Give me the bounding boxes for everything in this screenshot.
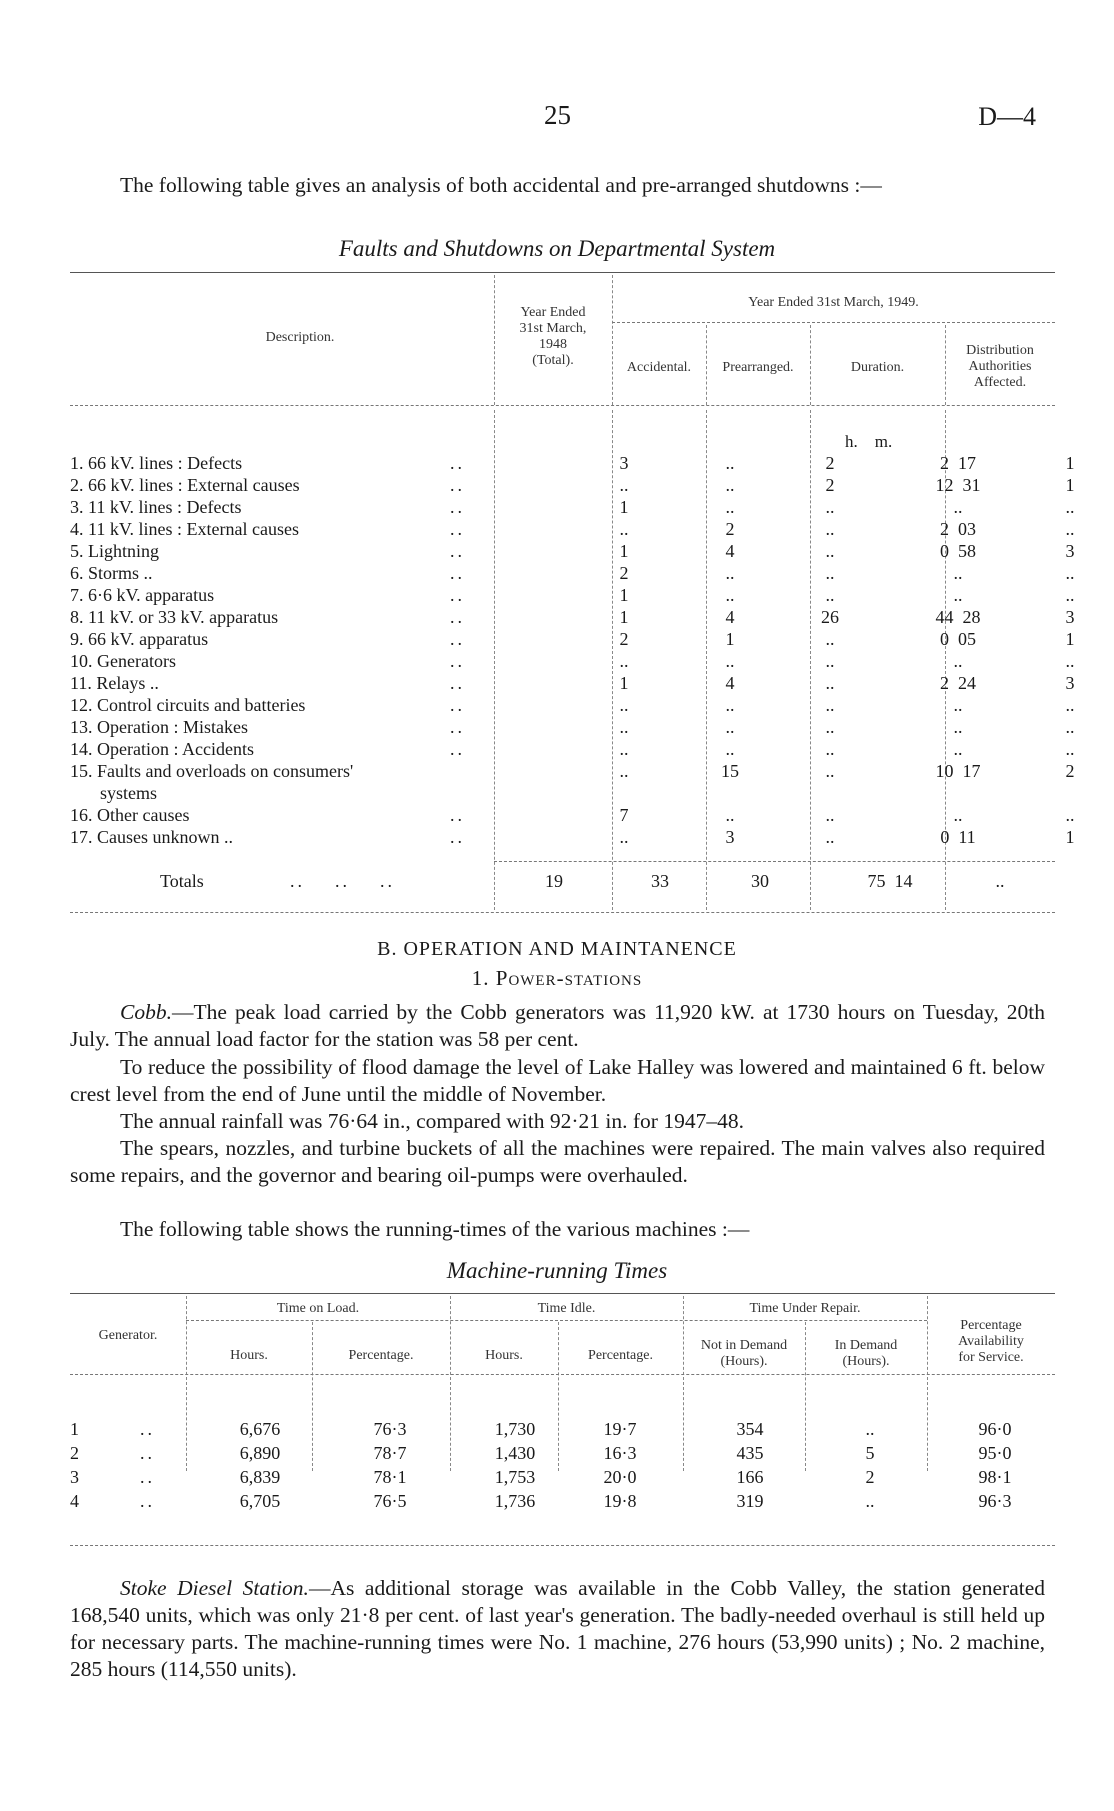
cell-distribution: 3 — [1065, 541, 1075, 561]
cell-availability: 96·3 — [978, 1491, 1012, 1511]
cell-distribution: 1 — [1065, 827, 1075, 847]
totals-label: Totals — [160, 871, 204, 891]
cell-duration: 0 58 — [940, 541, 976, 561]
cell-load-hours: 6,676 — [239, 1419, 281, 1439]
cell-accidental: .. — [725, 475, 735, 495]
cell-idle-hours: 1,753 — [494, 1467, 536, 1487]
cell-duration: .. — [953, 695, 963, 715]
document-code: D—4 — [978, 102, 1036, 131]
cell-idle-percentage: 16·3 — [603, 1443, 637, 1463]
header-idle-percentage: Percentage. — [588, 1348, 653, 1363]
row-description: 5. Lightning — [70, 541, 159, 561]
header-time-idle: Time Idle. — [537, 1301, 596, 1316]
cobb-paragraph-4: The spears, nozzles, and turbine buckets of all the machines were repaired. The main valves also required some repairs, and the governor and bearing oil-pumps were overhauled. — [70, 1136, 1045, 1187]
cell-distribution: .. — [1065, 695, 1075, 715]
cell-in-demand: 2 — [865, 1467, 875, 1487]
cell-generator: 1 — [70, 1419, 79, 1439]
cell-prearranged: .. — [825, 695, 835, 715]
cell-distribution: 3 — [1065, 673, 1075, 693]
row-description: 8. 11 kV. or 33 kV. apparatus — [70, 607, 279, 627]
cell-distribution: 1 — [1065, 453, 1075, 473]
cell-not-in-demand: 319 — [736, 1491, 764, 1511]
cell-idle-percentage: 19·7 — [603, 1419, 637, 1439]
cell-duration: 2 24 — [940, 673, 976, 693]
table-row: 14. Operation : Accidents .. .. .. .. .. .. — [70, 738, 1070, 760]
row-description: 11. Relays .. — [70, 673, 159, 693]
table-row: 1 6,676 76·3 1,730 19·7 354 .. 96·0 .. — [70, 1418, 1070, 1440]
cell-total-1948: 2 — [619, 629, 629, 649]
table-bottom-rule — [70, 1545, 1055, 1546]
table-row-continuation — [70, 782, 1070, 804]
cell-distribution: 2 — [1065, 761, 1075, 781]
row-description: 13. Operation : Mistakes — [70, 717, 248, 737]
header-description: Description. — [265, 330, 335, 345]
cell-idle-hours: 1,430 — [494, 1443, 536, 1463]
cell-prearranged: .. — [825, 585, 835, 605]
cell-load-hours: 6,839 — [239, 1467, 281, 1487]
cell-not-in-demand: 435 — [736, 1443, 764, 1463]
cell-total-1948: .. — [619, 761, 629, 781]
row-description: 17. Causes unknown .. — [70, 827, 233, 847]
cell-duration: 12 31 — [935, 475, 981, 495]
cell-prearranged: .. — [825, 739, 835, 759]
cell-total-1948: .. — [619, 717, 629, 737]
cell-distribution: .. — [1065, 805, 1075, 825]
cell-total-1948: .. — [619, 651, 629, 671]
cell-prearranged: .. — [825, 519, 835, 539]
header-idle-hours: Hours. — [485, 1348, 523, 1363]
cell-prearranged: .. — [825, 629, 835, 649]
table-row: 12. Control circuits and batteries .. .. .. .. .. .. — [70, 694, 1070, 716]
header-prearranged: Prearranged. — [722, 360, 794, 375]
cell-accidental: .. — [725, 739, 735, 759]
stoke-paragraph: Stoke Diesel Station.—As additional storage was available in the Cobb Valley, the station generated 168,540 units, which was only 21·8 per cent. of last year's generation. The badly-needed overhaul is still held up for necessary parts. The machine-running times were No. 1 machine, 276 hours (53,990 units) ; No. 2 machine, 285 hours (114,550 units). — [70, 1576, 1046, 1681]
cell-distribution: 3 — [1065, 607, 1075, 627]
cell-distribution: .. — [1065, 651, 1075, 671]
cell-generator: 2 — [70, 1443, 79, 1463]
cell-duration: 0 05 — [940, 629, 976, 649]
cobb-paragraph-2: To reduce the possibility of flood damage the level of Lake Halley was lowered and maintained 6 ft. below crest level from the end of June until the middle of November. — [70, 1055, 1045, 1106]
table-row: 13. Operation : Mistakes .. .. .. .. .. .. — [70, 716, 1070, 738]
cobb-paragraph-1: Cobb.—The peak load carried by the Cobb generators was 11,920 kW. at 1730 hours on Tuesday, 20th July. The annual load factor for the station was 58 per cent. — [70, 1000, 1045, 1051]
cell-accidental: 4 — [725, 541, 735, 561]
cell-not-in-demand: 166 — [736, 1467, 764, 1487]
totals-duration: 75 14 — [867, 871, 913, 891]
cell-duration: 44 28 — [935, 607, 981, 627]
cell-accidental: 1 — [725, 629, 735, 649]
table-row: 6. Storms .. 2 .. .. .. .. .. — [70, 562, 1070, 584]
cell-duration: 0 11 — [940, 827, 976, 847]
table-top-rule — [70, 272, 1055, 273]
cell-prearranged: .. — [825, 651, 835, 671]
cell-prearranged: .. — [825, 673, 835, 693]
cell-in-demand: .. — [865, 1491, 875, 1511]
cell-prearranged: .. — [825, 805, 835, 825]
cell-availability: 95·0 — [978, 1443, 1012, 1463]
cell-load-percentage: 78·1 — [373, 1467, 407, 1487]
group-rule — [186, 1320, 927, 1321]
cell-prearranged: .. — [825, 497, 835, 517]
cell-distribution: .. — [1065, 497, 1075, 517]
header-load-hours: Hours. — [230, 1348, 268, 1363]
table-row: 5. Lightning 1 4 .. 0 58 3 .. — [70, 540, 1070, 562]
cell-accidental: .. — [725, 651, 735, 671]
row-description: 1. 66 kV. lines : Defects — [70, 453, 243, 473]
cell-idle-hours: 1,736 — [494, 1491, 536, 1511]
cell-total-1948: 1 — [619, 673, 629, 693]
cell-duration: 2 03 — [940, 519, 976, 539]
row-description: 9. 66 kV. apparatus — [70, 629, 209, 649]
table-row: 3 6,839 78·1 1,753 20·0 166 2 98·1 .. — [70, 1466, 1070, 1488]
cell-total-1948: .. — [619, 827, 629, 847]
table-row: 16. Other causes 7 .. .. .. .. .. — [70, 804, 1070, 826]
table-top-rule — [70, 1293, 1055, 1294]
totals-accidental: 33 — [651, 871, 669, 891]
table-row: 1. 66 kV. lines : Defects 3 .. 2 2 17 1 .. — [70, 452, 1070, 474]
header-accidental: Accidental. — [626, 360, 692, 375]
cell-total-1948: .. — [619, 695, 629, 715]
cell-accidental: .. — [725, 805, 735, 825]
cell-total-1948: .. — [619, 475, 629, 495]
totals-distribution: .. — [995, 871, 1005, 891]
row-description: 14. Operation : Accidents — [70, 739, 254, 759]
cell-accidental: .. — [725, 497, 735, 517]
row-description: 10. Generators — [70, 651, 176, 671]
header-generator: Generator. — [98, 1328, 158, 1343]
cell-accidental: .. — [725, 695, 735, 715]
machine-table-title: Machine-running Times — [446, 1258, 668, 1283]
header-bottom-rule — [70, 1374, 1055, 1375]
totals-rule — [494, 861, 1055, 862]
row-description: 7. 6·6 kV. apparatus — [70, 585, 215, 605]
row-description: 15. Faults and overloads on consumers' — [70, 761, 354, 781]
cell-distribution: 1 — [1065, 475, 1075, 495]
cell-generator: 3 — [70, 1467, 79, 1487]
cell-prearranged: .. — [825, 761, 835, 781]
cell-duration: .. — [953, 717, 963, 737]
cell-total-1948: 1 — [619, 585, 629, 605]
cell-total-1948: .. — [619, 519, 629, 539]
table-row: 2 6,890 78·7 1,430 16·3 435 5 95·0 .. — [70, 1442, 1070, 1464]
header-distribution: Distribution Authorities Affected. — [966, 343, 1034, 390]
row-description: 16. Other causes — [70, 805, 190, 825]
cell-availability: 98·1 — [978, 1467, 1012, 1487]
cobb-paragraph-5: The following table shows the running-times of the various machines :— — [120, 1217, 750, 1241]
cell-idle-percentage: 20·0 — [603, 1467, 637, 1487]
cell-prearranged: .. — [825, 827, 835, 847]
cell-total-1948: 1 — [619, 497, 629, 517]
cell-duration: .. — [953, 651, 963, 671]
cell-accidental: .. — [725, 453, 735, 473]
cell-duration: .. — [953, 585, 963, 605]
cell-load-hours: 6,705 — [239, 1491, 281, 1511]
cell-prearranged: .. — [825, 541, 835, 561]
header-not-in-demand: Not in Demand (Hours). — [700, 1338, 788, 1369]
row-description: 4. 11 kV. lines : External causes — [70, 519, 299, 539]
cell-accidental: 2 — [725, 519, 735, 539]
cell-distribution: .. — [1065, 519, 1075, 539]
totals-row: Totals .. .. .. 19 33 30 75 14 .. — [70, 870, 1070, 892]
cell-idle-hours: 1,730 — [494, 1419, 536, 1439]
cell-accidental: .. — [725, 563, 735, 583]
page-number: 25 — [544, 100, 571, 130]
header-year-1949: Year Ended 31st March, 1949. — [748, 295, 919, 310]
cell-prearranged: .. — [825, 563, 835, 583]
cell-total-1948: 1 — [619, 607, 629, 627]
totals-prearranged: 30 — [751, 871, 769, 891]
table-row — [70, 760, 1075, 782]
cell-distribution: .. — [1065, 739, 1075, 759]
cell-availability: 96·0 — [978, 1419, 1012, 1439]
cell-accidental: 4 — [725, 673, 735, 693]
cell-distribution: .. — [1065, 717, 1075, 737]
table-row: 7. 6·6 kV. apparatus 1 .. .. .. .. .. — [70, 584, 1070, 606]
row-description: 6. Storms .. — [70, 563, 153, 583]
row-description: 2. 66 kV. lines : External causes — [70, 475, 300, 495]
table-row: 2. 66 kV. lines : External causes .. .. 2 12 31 1 .. — [70, 474, 1070, 496]
table-row: 10. Generators .. .. .. .. .. .. — [70, 650, 1070, 672]
cell-prearranged: 2 — [825, 453, 835, 473]
table-row: 8. 11 kV. or 33 kV. apparatus 1 4 26 44 28 3 .. — [70, 606, 1070, 628]
header-year-1948: Year Ended 31st March, 1948 (Total). — [519, 305, 587, 368]
header-bottom-rule — [70, 405, 1055, 406]
cell-duration: .. — [953, 805, 963, 825]
cell-total-1948: .. — [619, 739, 629, 759]
cell-accidental: 15 — [721, 761, 739, 781]
intro-paragraph: The following table gives an analysis of both accidental and pre-arranged shutdowns :— — [120, 173, 882, 197]
cell-in-demand: 5 — [865, 1443, 875, 1463]
cell-accidental: 3 — [725, 827, 735, 847]
cell-accidental: .. — [725, 585, 735, 605]
cell-distribution: .. — [1065, 563, 1075, 583]
cell-load-percentage: 78·7 — [373, 1443, 407, 1463]
table-row: 11. Relays .. 1 4 .. 2 24 3 .. — [70, 672, 1070, 694]
section-1-heading: 1. Power-stations — [471, 966, 643, 990]
table-bottom-rule — [70, 912, 1055, 913]
table-row: 17. Causes unknown .. .. 3 .. 0 11 1 .. — [70, 826, 1070, 848]
row-description: 12. Control circuits and batteries — [70, 695, 306, 715]
cell-duration: .. — [953, 563, 963, 583]
totals-1948: 19 — [545, 871, 563, 891]
section-b-heading: B. OPERATION AND MAINTANENCE — [377, 938, 737, 960]
row-description-continued: systems — [100, 783, 158, 803]
duration-units: h. m. — [845, 432, 893, 451]
header-availability: Percentage Availability for Service. — [958, 1318, 1024, 1365]
cell-in-demand: .. — [865, 1419, 875, 1439]
header-load-percentage: Percentage. — [348, 1348, 414, 1363]
cell-load-percentage: 76·3 — [373, 1419, 407, 1439]
cell-load-hours: 6,890 — [239, 1443, 281, 1463]
cell-total-1948: 7 — [619, 805, 629, 825]
cell-duration: 10 17 — [935, 761, 981, 781]
table-row: 4. 11 kV. lines : External causes .. 2 .. 2 03 .. .. — [70, 518, 1070, 540]
group-rule — [612, 322, 1055, 323]
cobb-paragraph-3: The annual rainfall was 76·64 in., compared with 92·21 in. for 1947–48. — [120, 1109, 744, 1133]
cell-accidental: 4 — [725, 607, 735, 627]
cell-generator: 4 — [70, 1491, 79, 1511]
cell-prearranged: 26 — [821, 607, 839, 627]
cell-prearranged: 2 — [825, 475, 835, 495]
cell-duration: .. — [953, 497, 963, 517]
cell-total-1948: 1 — [619, 541, 629, 561]
table-row: 3. 11 kV. lines : Defects 1 .. .. .. .. .. — [70, 496, 1070, 518]
cell-duration: 2 17 — [940, 453, 976, 473]
header-duration: Duration. — [850, 360, 905, 375]
cell-prearranged: .. — [825, 717, 835, 737]
header-in-demand: In Demand (Hours). — [834, 1338, 898, 1369]
cell-idle-percentage: 19·8 — [603, 1491, 637, 1511]
table-row: 4 6,705 76·5 1,736 19·8 319 .. 96·3 .. — [70, 1490, 1070, 1512]
cell-accidental: .. — [725, 717, 735, 737]
cell-not-in-demand: 354 — [736, 1419, 764, 1439]
cell-distribution: .. — [1065, 585, 1075, 605]
header-time-on-load: Time on Load. — [276, 1301, 360, 1316]
faults-table-title: Faults and Shutdowns on Departmental System — [338, 236, 776, 261]
cell-total-1948: 2 — [619, 563, 629, 583]
header-time-repair: Time Under Repair. — [749, 1301, 861, 1316]
cell-load-percentage: 76·5 — [373, 1491, 407, 1511]
cell-total-1948: 3 — [619, 453, 629, 473]
cell-distribution: 1 — [1065, 629, 1075, 649]
row-description: 3. 11 kV. lines : Defects — [70, 497, 242, 517]
cell-duration: .. — [953, 739, 963, 759]
table-row: 9. 66 kV. apparatus 2 1 .. 0 05 1 .. — [70, 628, 1070, 650]
